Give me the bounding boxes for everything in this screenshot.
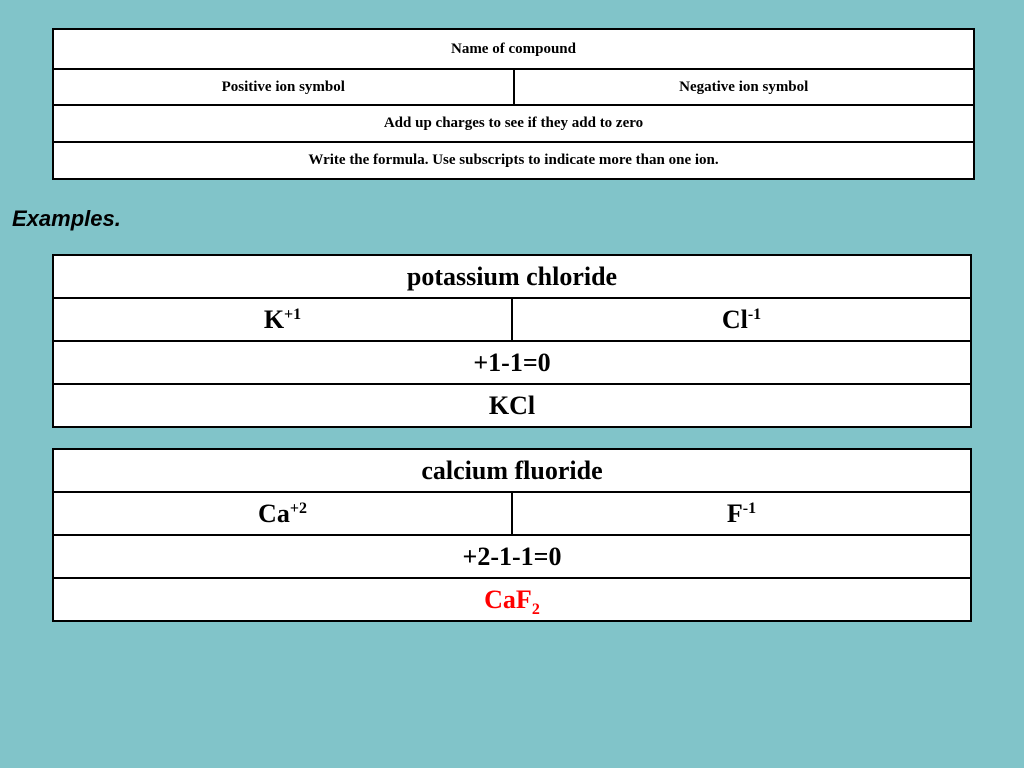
negative-ion-symbol: Cl (721, 304, 748, 334)
positive-ion-cell (53, 298, 512, 341)
formula-base: KCl (488, 390, 536, 420)
compound-name-cell: calcium fluoride (53, 449, 971, 492)
write-formula-cell: Write the formula. Use subscripts to indicate more than one ion. (53, 142, 974, 179)
example-table-calcium-fluoride (52, 448, 972, 622)
charge-sum-cell: +1-1=0 (53, 341, 971, 384)
negative-ion-symbol-cell: Negative ion symbol (514, 69, 975, 105)
negative-ion-cell (512, 298, 971, 341)
negative-ion-charge: -1 (747, 305, 762, 323)
positive-ion-symbol: Ca (258, 498, 290, 528)
positive-ion-charge: +2 (289, 499, 307, 517)
formula-cell (53, 578, 971, 621)
add-charges-cell: Add up charges to see if they add to zero (53, 105, 974, 142)
positive-ion-symbol: K (263, 304, 285, 334)
negative-ion-cell (512, 492, 971, 535)
template-table (52, 28, 975, 180)
examples-heading: Examples. (12, 206, 121, 231)
formula-subscript: 2 (531, 600, 540, 618)
positive-ion-symbol-cell: Positive ion symbol (53, 69, 514, 105)
charge-sum-cell: +2-1-1=0 (53, 535, 971, 578)
formula-cell (53, 384, 971, 427)
positive-ion-charge: +1 (284, 305, 302, 323)
positive-ion-cell (53, 492, 512, 535)
example-table-potassium-chloride (52, 254, 972, 428)
formula-base: CaF (484, 584, 532, 614)
compound-name-cell: potassium chloride (53, 255, 971, 298)
negative-ion-charge: -1 (742, 499, 757, 517)
name-of-compound-cell: Name of compound (53, 29, 974, 69)
negative-ion-symbol: F (726, 498, 743, 528)
